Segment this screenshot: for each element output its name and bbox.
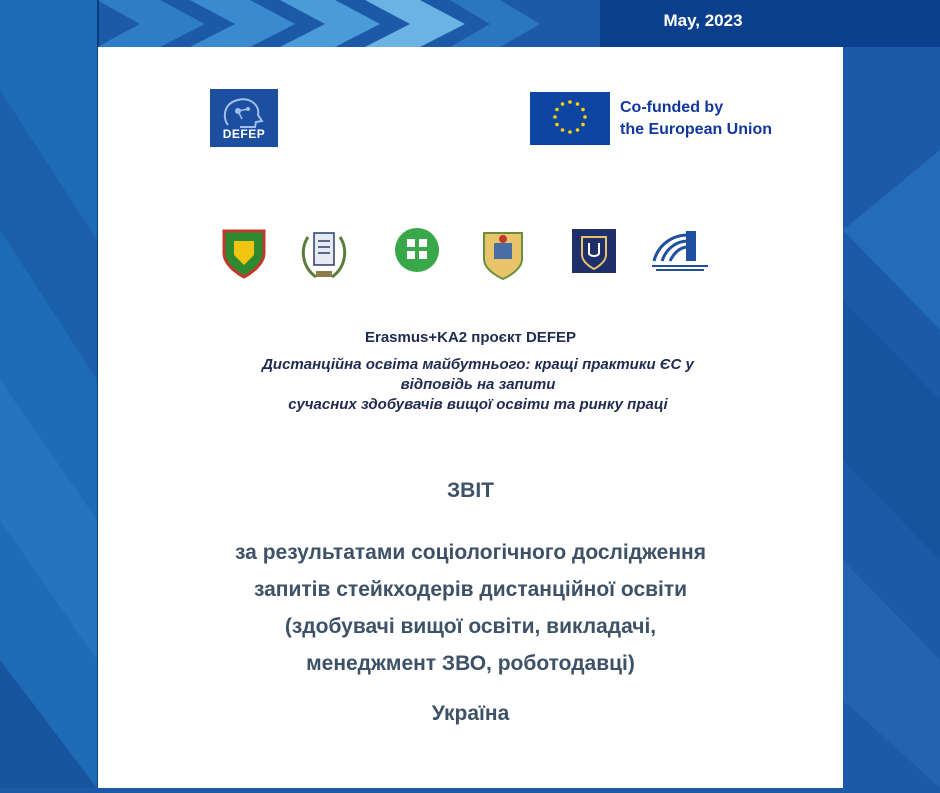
shield-u-icon: [570, 227, 618, 275]
eu-stars-icon: [530, 92, 610, 145]
report-title-line: (здобувачі вищої освіти, викладачі,: [284, 615, 657, 638]
report-heading: ЗВІТ: [447, 479, 494, 502]
university-crest-icon: [478, 227, 528, 281]
eu-text-line2: the European Union: [620, 121, 772, 138]
left-strip: [0, 0, 99, 788]
report-title-line: запитів стейкходерів дистанційної освіти: [253, 578, 688, 601]
partner-logos: [98, 227, 843, 287]
laurel-emblem-icon: [298, 227, 350, 283]
subtitle-line: Дистанційна освіта майбутнього: кращі практики ЄС у: [262, 356, 694, 373]
subtitle-line: відповідь на запити: [400, 376, 556, 393]
crest-icon: [220, 227, 268, 279]
defep-logo-text: DEFEP: [222, 127, 266, 141]
defep-logo: [210, 89, 278, 147]
eu-text-line1: Co-funded by: [620, 99, 724, 116]
report-date: May, 2023: [663, 11, 743, 30]
polytechnic-logo-icon: [648, 227, 712, 275]
eu-cofunded-text: [620, 97, 772, 141]
report-title: [98, 534, 843, 682]
kneu-logo-icon: [394, 227, 440, 273]
document-page: [98, 47, 843, 788]
left-chevrons: [0, 0, 97, 788]
head-circuit-icon: [218, 95, 270, 131]
report-title-line: менеджмент ЗВО, роботодавці): [306, 652, 635, 675]
report-country: Україна: [431, 702, 510, 725]
project-subtitle: [188, 355, 768, 415]
project-label: Erasmus+KA2 проєкт DEFEP: [364, 329, 576, 346]
report-title-line: за результатами соціологічного дослідження: [235, 541, 706, 564]
eu-flag: [530, 92, 610, 145]
subtitle-line: сучасних здобувачів вищої освіти та ринку праці: [288, 396, 668, 413]
